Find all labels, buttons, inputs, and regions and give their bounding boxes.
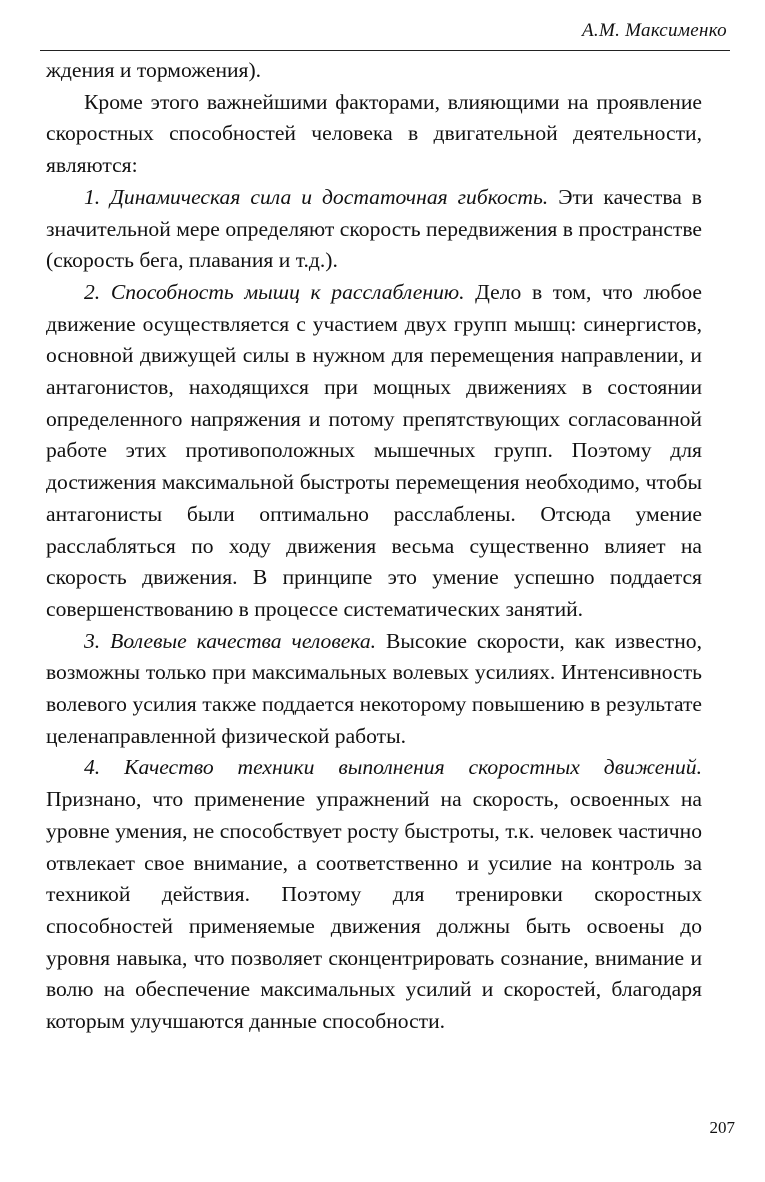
body-text xyxy=(46,55,702,1038)
factor-4-title: 4. Качество техники выполнения скоростных движений. xyxy=(84,755,702,780)
header-rule xyxy=(40,50,730,51)
paragraph-factor-4 xyxy=(46,752,702,1037)
factor-4-text: Признано, что применение упражнений на скорость, освоенных на уровне умения, не способствует росту быстроты, т.к. человек частично отвлекает свое внимание, а соответственно и усилие на контроль за техникой действия. Поэтому для тренировки скоростных способностей применяемые движения должны быть освоены до уровня навыка, что позволяет сконцентрировать сознание, внимание и волю на обеспечение максимальных усилий и скоростей, благодаря которым улучшаются данные способности. xyxy=(46,787,702,1034)
page-number: 207 xyxy=(709,1118,735,1137)
paragraph-factor-1 xyxy=(46,182,702,277)
factor-3-title: 3. Волевые качества человека. xyxy=(84,628,377,653)
factor-3-text: Высокие скорости, как известно, возможны только при максимальных волевых усилиях. Интенсивность волевого усилия также поддается некоторому повышению в результате целенаправленной физической работы. xyxy=(46,628,702,748)
factor-2-title: 2. Способность мышц к расслаблению. xyxy=(84,279,465,304)
running-head-author: А.М. Максименко xyxy=(582,20,727,41)
paragraph-continuation: ждения и торможения). xyxy=(46,58,262,82)
factor-2-text: Дело в том, что любое движение осуществляется с участием двух групп мышц: синергистов, основной движущей силы в нужном для перемещения направлении, и антагонистов, находящихся при мощных движениях в состоянии определенного напряжения и потому препятствующих согласованной работе этих противоположных мышечных групп. Поэтому для достижения максимальной быстроты перемещения необходимо, чтобы антагонисты были оптимально расслаблены. Отсюда умение расслабляться по ходу движения весьма существенно влияет на скорость движения. В принципе это умение успешно поддается совершенствованию в процессе систематических занятий. xyxy=(46,279,702,621)
factor-1-text: Эти качества в значительной мере определяют скорость передвижения в пространстве (скорость бега, плавания и т.д.). xyxy=(46,184,702,273)
paragraph-factor-2 xyxy=(46,277,702,626)
paragraph-factor-3 xyxy=(46,626,702,753)
factor-1-title: 1. Динамическая сила и достаточная гибкость. xyxy=(84,184,549,209)
paragraph-intro: Кроме этого важнейшими факторами, влияющими на проявление скоростных способностей человека в двигательной деятельности, являются: xyxy=(46,89,702,178)
